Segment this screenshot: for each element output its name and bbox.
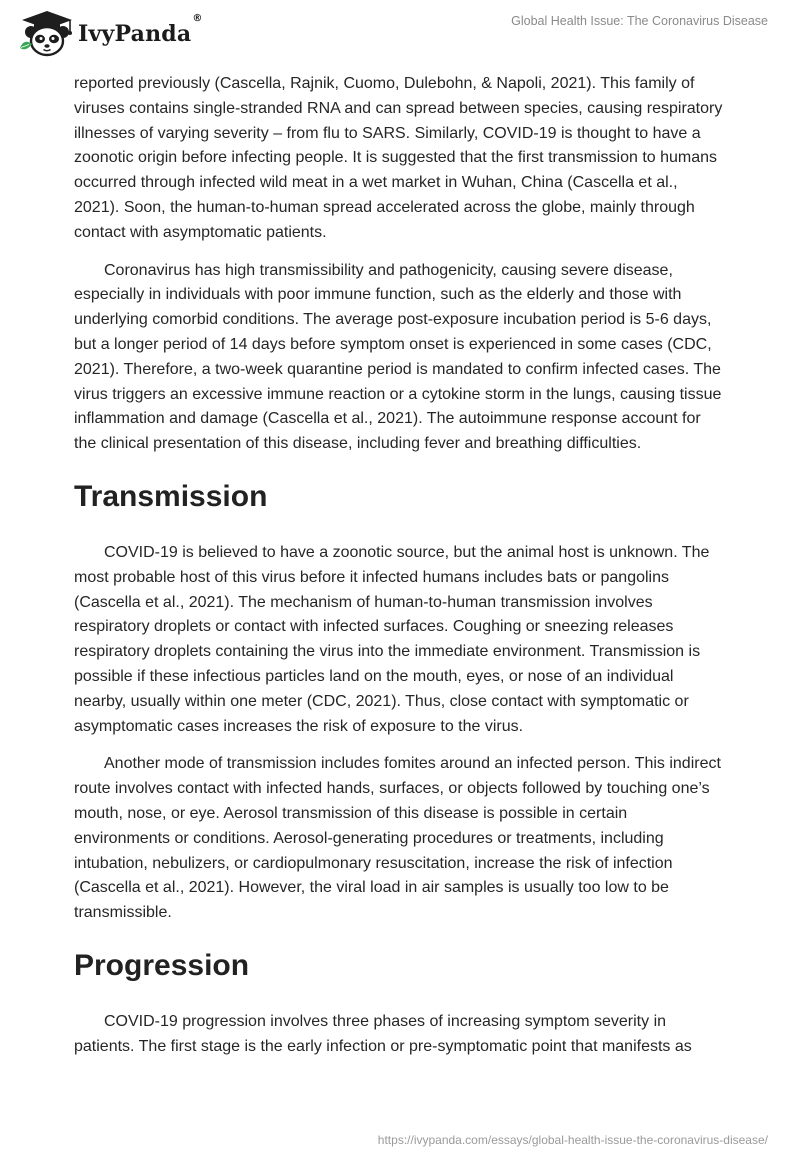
source-url-link[interactable]: https://ivypanda.com/essays/global-health-issue-the-coronavirus-disease/ (377, 1133, 768, 1147)
document-title: Global Health Issue: The Coronavirus Disease (511, 14, 768, 28)
paragraph-progression-phases: COVID-19 progression involves three phases of increasing symptom severity in patients. The first stage is the early infection or pre-symptomatic point that manifests as (74, 1012, 692, 1055)
essay-body (74, 72, 724, 1060)
heading-transmission: Transmission (74, 479, 268, 513)
paragraph-zoonotic-source: COVID-19 is believed to have a zoonotic source, but the animal host is unknown. The most probable host of this virus before it infected humans includes bats or pangolins (Cascella et al., 2021). The mechanism of human-to-human transmission involves respiratory droplets or contact with infected surfaces. Coughing or sneezing releases respiratory droplets containing the virus into the immediate environment. Transmission is possible if these infectious particles land on the mouth, eyes, or nose of an individual nearby, usually within one meter (CDC, 2021). Thus, close contact with symptomatic or asymptomatic cases increases the risk of exposure to the virus. (74, 543, 710, 735)
page-header (0, 0, 800, 70)
heading-progression: Progression (74, 948, 250, 982)
registered-mark: ® (192, 13, 203, 24)
paragraph-fomites: Another mode of transmission includes fomites around an infected person. This indirect route involves contact with infected hands, surfaces, or objects followed by touching one’s mouth, nose, or eye. Aerosol transmission of this disease is possible in certain environments or conditions. Aerosol-generating procedures or treatments, including intubation, nebulizers, or cardiopulmonary resuscitation, increase the risk of infection (Cascella et al., 2021). However, the viral load in air samples is usually too low to be transmissible. (74, 755, 721, 922)
ivypanda-logo[interactable] (14, 8, 203, 60)
paragraph-continuation: reported previously (Cascella, Rajnik, Cuomo, Dulebohn, & Napoli, 2021). This family of viruses contains single-stranded RNA and can spread between species, causing respiratory illnesses of varying severity – from flu to SARS. Similarly, COVID-19 is thought to have a zoonotic origin before infecting people. It is suggested that the first transmission to humans occurred through infected wild meat in a wet market in Wuhan, China (Cascella et al., 2021). Soon, the human-to-human spread accelerated across the globe, mainly through contact with asymptomatic patients. (74, 75, 723, 241)
logo-wordmark: IvyPanda® (78, 13, 203, 47)
panda-graduate-icon (14, 8, 76, 60)
paragraph-immune-response: Coronavirus has high transmissibility and pathogenicity, causing severe disease, especially in individuals with poor immune function, such as the elderly and those with underlying comorbid conditions. The average post-exposure incubation period is 5-6 days, but a longer period of 14 days before symptom onset is experienced in some cases (CDC, 2021). Therefore, a two-week quarantine period is mandated to confirm infected cases. The virus triggers an excessive immune reaction or a cytokine storm in the lungs, causing tissue inflammation and damage (Cascella et al., 2021). The autoimmune response account for the clinical presentation of this disease, including fever and breathing difficulties. (74, 261, 722, 453)
